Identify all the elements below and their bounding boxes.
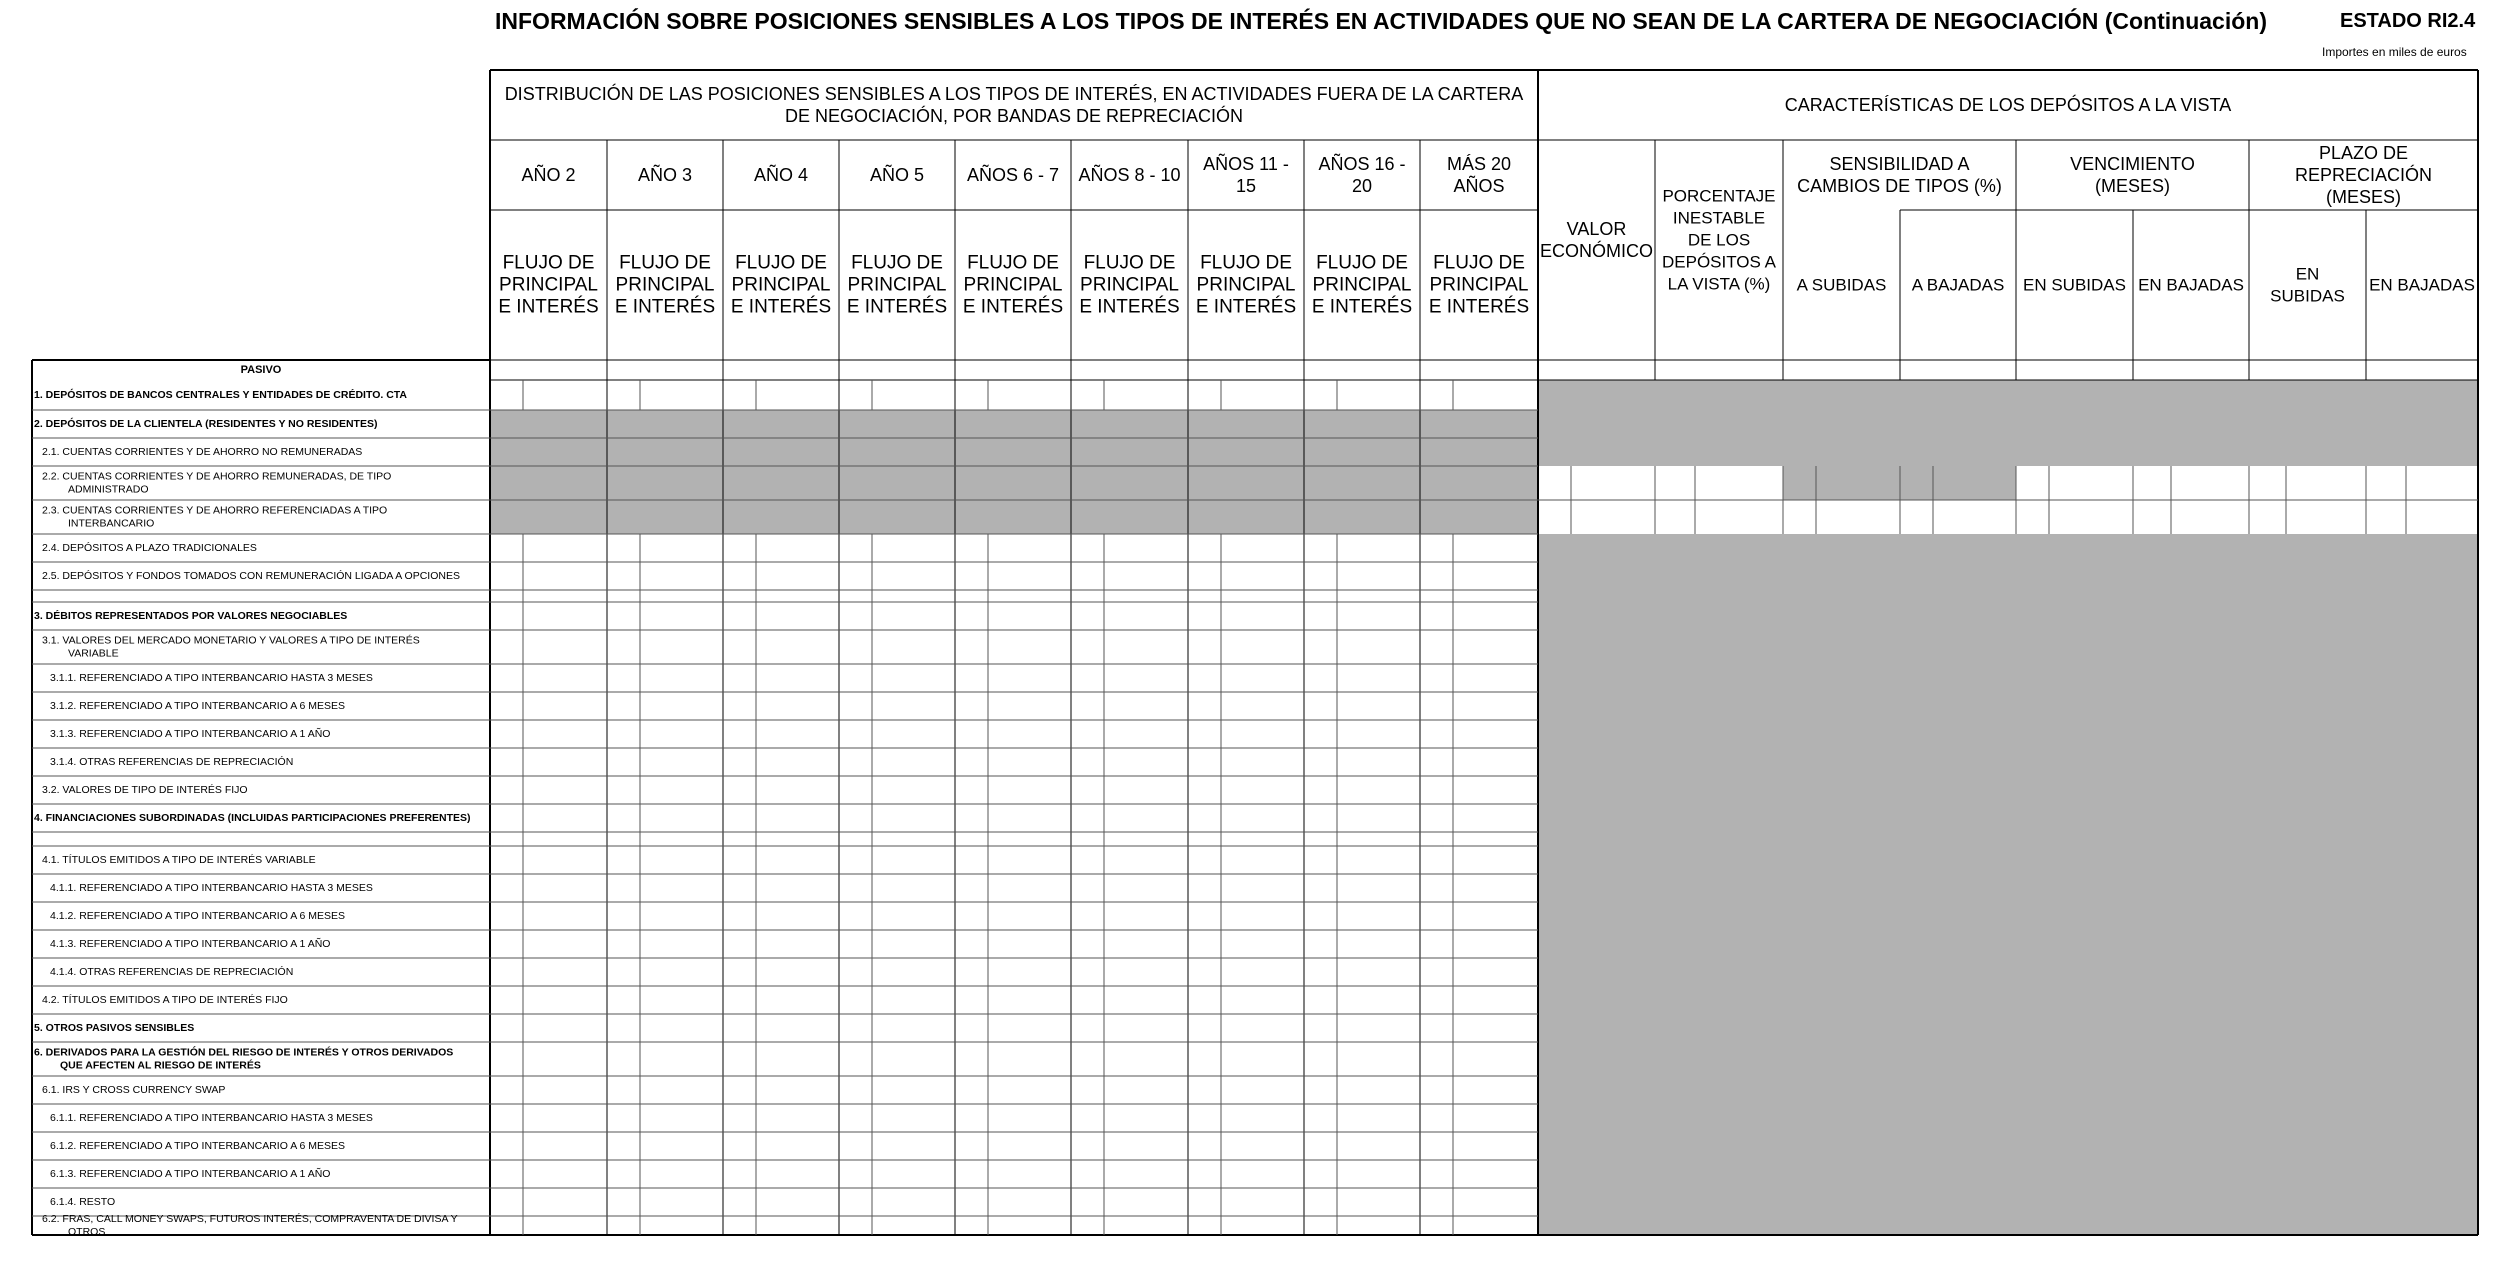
porcentaje-label: DE LOS [1687,230,1751,250]
flujo-label: PRINCIPAL [1312,274,1412,296]
row-label: 3.1.3. REFERENCIADO A TIPO INTERBANCARIO A 1 AÑO [50,728,331,740]
band-label: AÑO 3 [637,165,693,185]
porcentaje-label: DEPÓSITOS A [1661,252,1777,272]
row-label: 4. FINANCIACIONES SUBORDINADAS (INCLUIDAS PARTICIPACIONES PREFERENTES) [34,812,471,824]
sensibilidad-label: CAMBIOS DE TIPOS (%) [1797,176,2002,196]
a-bajadas-label: A BAJADAS [1911,275,2005,295]
flujo-label: PRINCIPAL [1080,274,1179,296]
row-label: OTROS [68,1226,106,1238]
row-label: 6.2. FRAS, CALL MONEY SWAPS, FUTUROS INTERÉS, COMPRAVENTA DE DIVISA Y [42,1213,458,1225]
vencimiento-label: (MESES) [2094,176,2171,196]
row-label: 4.1.4. OTRAS REFERENCIAS DE REPRECIACIÓN [50,966,294,978]
row-label: 4.2. TÍTULOS EMITIDOS A TIPO DE INTERÉS FIJO [42,994,288,1006]
porcentaje-label: INESTABLE [1672,208,1766,228]
row-label: 2.4. DEPÓSITOS A PLAZO TRADICIONALES [42,542,257,554]
row-label: 6.1.3. REFERENCIADO A TIPO INTERBANCARIO A 1 AÑO [50,1168,331,1180]
row-label: 3.2. VALORES DE TIPO DE INTERÉS FIJO [42,784,248,796]
en-bajadas-plazo-label: EN BAJADAS [2369,275,2475,295]
row-label: INTERBANCARIO [68,517,155,530]
flujo-label: PRINCIPAL [499,274,598,296]
vencimiento-label: VENCIMIENTO [2070,154,2195,174]
porcentaje-label: LA VISTA (%) [1667,274,1771,294]
row-label: 4.1.2. REFERENCIADO A TIPO INTERBANCARIO A 6 MESES [50,910,346,922]
band-label: AÑOS 6 - 7 [966,165,1060,185]
flujo-label: E INTERÉS [498,296,599,318]
row-label: 2.2. CUENTAS CORRIENTES Y DE AHORRO REMUNERADAS, DE TIPO [42,470,392,483]
row-label: 4.1.3. REFERENCIADO A TIPO INTERBANCARIO A 1 AÑO [50,938,331,950]
plazo-label: (MESES) [2325,187,2402,207]
row-label: 6.1.2. REFERENCIADO A TIPO INTERBANCARIO A 6 MESES [50,1140,346,1152]
row-label: 2.5. DEPÓSITOS Y FONDOS TOMADOS CON REMUNERACIÓN LIGADA A OPCIONES [42,570,460,582]
band-label: AÑOS 11 - [1203,154,1289,174]
sensibilidad-label: SENSIBILIDAD A [1829,154,1970,174]
row-label: 2.3. CUENTAS CORRIENTES Y DE AHORRO REFERENCIADAS A TIPO [42,504,388,517]
flujo-label: E INTERÉS [1079,296,1180,318]
band-label: MÁS 20 [1446,154,1512,174]
a-subidas-label: A SUBIDAS [1796,275,1887,295]
en-subidas-plazo-label: SUBIDAS [2270,286,2345,306]
row-label: 3. DÉBITOS REPRESENTADOS POR VALORES NEGOCIABLES [34,610,348,622]
flujo-label: FLUJO DE [967,252,1059,274]
row-label: 2. DEPÓSITOS DE LA CLIENTELA (RESIDENTES Y NO RESIDENTES) [34,418,378,430]
row-label: 3.1.4. OTRAS REFERENCIAS DE REPRECIACIÓN [50,756,294,768]
band-label: AÑO 5 [869,165,925,185]
header-distribucion: DISTRIBUCIÓN DE LAS POSICIONES SENSIBLES A LOS TIPOS DE INTERÉS, EN ACTIVIDADES FUERA DE LA CARTERA [504,84,1524,104]
band-label: AÑO 2 [521,165,576,185]
row-label: 3.1. VALORES DEL MERCADO MONETARIO Y VALORES A TIPO DE INTERÉS [42,634,420,647]
row-label: 4.1.1. REFERENCIADO A TIPO INTERBANCARIO HASTA 3 MESES [50,882,373,894]
units-note: Importes en miles de euros [2322,45,2467,59]
porcentaje-label: PORCENTAJE [1662,186,1776,206]
plazo-label: PLAZO DE [2318,143,2409,163]
flujo-label: FLUJO DE [619,252,711,274]
band-label: AÑOS 8 - 10 [1078,165,1181,185]
header-distribucion: DE NEGOCIACIÓN, POR BANDAS DE REPRECIACIÓN [784,106,1244,126]
pasivo-label: PASIVO [240,364,282,376]
en-subidas-plazo-label: EN [2295,264,2320,284]
row-label: 5. OTROS PASIVOS SENSIBLES [34,1022,195,1034]
flujo-label: PRINCIPAL [731,274,831,296]
row-label: ADMINISTRADO [68,483,149,496]
flujo-label: E INTERÉS [962,296,1064,318]
flujo-label: E INTERÉS [614,296,716,318]
flujo-label: PRINCIPAL [847,274,947,296]
en-subidas-label: EN SUBIDAS [2023,275,2126,295]
flujo-label: PRINCIPAL [963,274,1063,296]
shaded-region [490,410,1538,534]
row-label: 2.1. CUENTAS CORRIENTES Y DE AHORRO NO REMUNERADAS [42,446,363,458]
flujo-label: E INTERÉS [1195,296,1297,318]
flujo-label: FLUJO DE [851,252,943,274]
flujo-label: FLUJO DE [735,252,827,274]
row-label: 1. DEPÓSITOS DE BANCOS CENTRALES Y ENTIDADES DE CRÉDITO. CTA [34,389,408,401]
valor-economico-label: VALOR [1566,219,1627,239]
band-label: 15 [1235,176,1257,196]
row-label: VARIABLE [68,647,119,660]
flujo-label: FLUJO DE [1083,252,1176,274]
en-bajadas-label: EN BAJADAS [2138,275,2244,295]
row-label: 6.1.1. REFERENCIADO A TIPO INTERBANCARIO HASTA 3 MESES [50,1112,373,1124]
flujo-label: FLUJO DE [1316,252,1408,274]
flujo-label: FLUJO DE [502,252,595,274]
header-caracteristicas: CARACTERÍSTICAS DE LOS DEPÓSITOS A LA VISTA [1784,95,2232,115]
title-suffix: (Continuación) [2104,8,2267,34]
flujo-label: E INTERÉS [1428,296,1530,318]
flujo-label: FLUJO DE [1433,252,1525,274]
row-label: 3.1.1. REFERENCIADO A TIPO INTERBANCARIO HASTA 3 MESES [50,672,373,684]
flujo-label: PRINCIPAL [1429,274,1529,296]
band-label: 20 [1351,176,1373,196]
row-label: 4.1. TÍTULOS EMITIDOS A TIPO DE INTERÉS VARIABLE [42,854,316,866]
row-label: 6. DERIVADOS PARA LA GESTIÓN DEL RIESGO DE INTERÉS Y OTROS DERIVADOS [34,1046,454,1059]
band-label: AÑOS [1453,176,1505,196]
flujo-label: E INTERÉS [846,296,948,318]
flujo-label: E INTERÉS [730,296,832,318]
row-label: QUE AFECTEN AL RIESGO DE INTERÉS [60,1059,261,1072]
row-label: 6.1.4. RESTO [50,1196,116,1208]
estado-code: ESTADO RI2.4 [2340,10,2476,32]
plazo-label: REPRECIACIÓN [2294,165,2433,185]
title-main: INFORMACIÓN SOBRE POSICIONES SENSIBLES A LOS TIPOS DE INTERÉS EN ACTIVIDADES QUE NO SEAN DE LA CARTERA DE NEGOCIACIÓN [495,8,2099,34]
band-label: AÑOS 16 - [1318,154,1406,174]
flujo-label: PRINCIPAL [615,274,715,296]
row-label: 3.1.2. REFERENCIADO A TIPO INTERBANCARIO A 6 MESES [50,700,346,712]
flujo-label: PRINCIPAL [1196,274,1296,296]
flujo-label: FLUJO DE [1200,252,1292,274]
valor-economico-label: ECONÓMICO [1539,241,1654,261]
band-label: AÑO 4 [753,165,809,185]
flujo-label: E INTERÉS [1311,296,1413,318]
row-label: 6.1. IRS Y CROSS CURRENCY SWAP [42,1084,226,1096]
